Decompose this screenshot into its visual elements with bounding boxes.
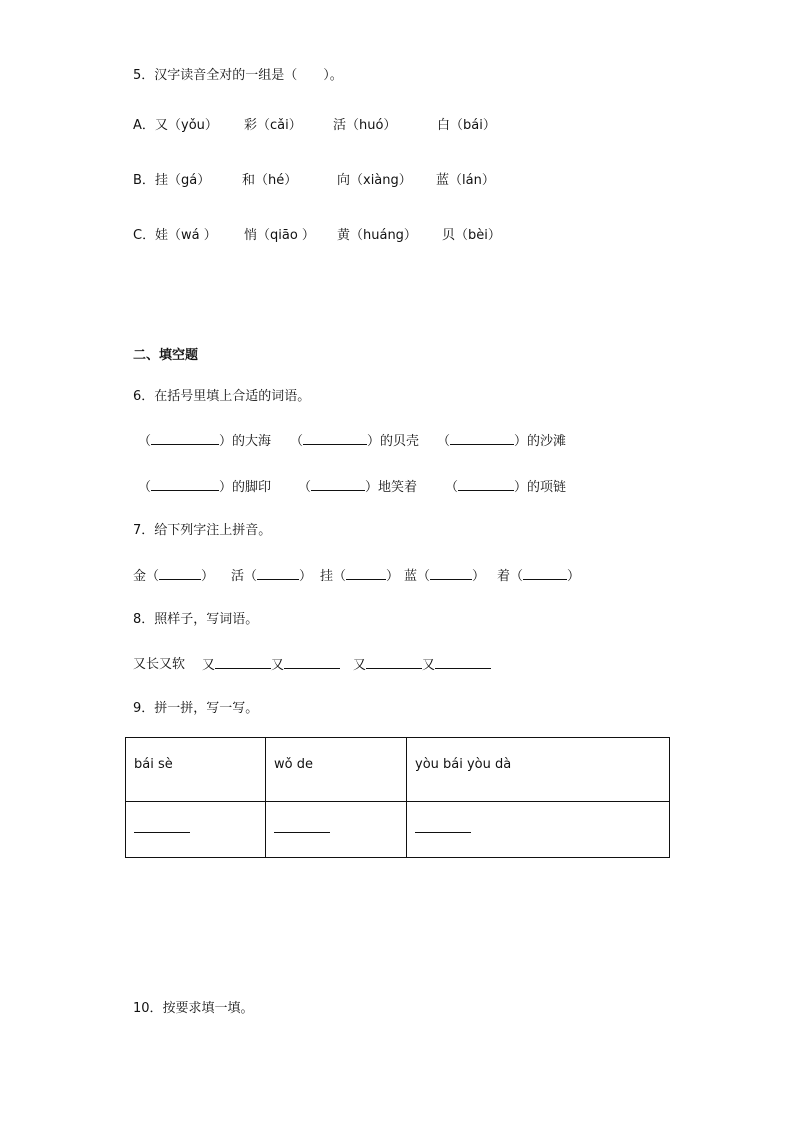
answer-blank[interactable] bbox=[346, 567, 386, 580]
answer-blank[interactable] bbox=[151, 478, 219, 491]
pinyin-cell: bái sè bbox=[126, 738, 266, 802]
option-item: 活（huó） bbox=[333, 118, 397, 133]
option-label: B． bbox=[133, 173, 155, 188]
option-item: 黄（huáng） bbox=[337, 228, 417, 243]
answer-blank[interactable] bbox=[134, 818, 190, 833]
pinyin-blank-group: 着（ ） bbox=[497, 569, 581, 584]
option-item: 又（yǒu） bbox=[155, 118, 218, 133]
answer-blank[interactable] bbox=[151, 432, 219, 445]
option-item: 白（bái） bbox=[437, 118, 496, 133]
pattern-blank-group bbox=[202, 656, 340, 675]
answer-blank[interactable] bbox=[284, 656, 340, 669]
answer-blank[interactable] bbox=[523, 567, 567, 580]
option-item: 和（hé） bbox=[242, 173, 298, 188]
answer-blank[interactable] bbox=[415, 818, 471, 833]
answer-blank[interactable] bbox=[435, 656, 491, 669]
pinyin-row bbox=[126, 738, 670, 802]
answer-blank[interactable] bbox=[311, 478, 365, 491]
fill-blank-group: （ ）的沙滩 bbox=[437, 434, 567, 449]
pinyin-blank-group: 活（ ） bbox=[231, 569, 313, 584]
q10-stem: 10．按要求填一填。 bbox=[133, 1001, 254, 1016]
answer-blank[interactable] bbox=[215, 656, 271, 669]
option-item: 娃（wá ） bbox=[155, 228, 217, 243]
answer-blank[interactable] bbox=[430, 567, 472, 580]
q9-stem: 9．拼一拼，写一写。 bbox=[133, 701, 259, 716]
blank-suffix: 的脚印 bbox=[232, 480, 272, 495]
answer-blank[interactable] bbox=[303, 432, 367, 445]
fill-blank-group: （ ）的脚印 bbox=[138, 480, 272, 495]
option-item: 贝（bèi） bbox=[442, 228, 501, 243]
q5-stem: 5．汉字读音全对的一组是（ ）。 bbox=[133, 68, 343, 83]
option-item: 彩（cǎi） bbox=[244, 118, 302, 133]
example-word: 又长又软 bbox=[133, 657, 186, 672]
fill-blank-group: （ ）地笑着 bbox=[298, 480, 418, 495]
answer-cell bbox=[266, 802, 407, 858]
blank-suffix: 地笑着 bbox=[378, 480, 418, 495]
character: 蓝 bbox=[404, 569, 418, 584]
section-title: 二、填空题 bbox=[133, 348, 199, 363]
answer-cell bbox=[407, 802, 670, 858]
fill-blank-group: （ ）的项链 bbox=[445, 480, 567, 495]
answer-blank[interactable] bbox=[450, 432, 514, 445]
pinyin-blank-group: 挂（ ） bbox=[320, 569, 400, 584]
answer-blank[interactable] bbox=[274, 818, 330, 833]
option-item: 蓝（lán） bbox=[436, 173, 495, 188]
blank-suffix: 的项链 bbox=[527, 480, 567, 495]
pattern-blank-group bbox=[353, 656, 491, 675]
answer-blank[interactable] bbox=[159, 567, 201, 580]
blank-suffix: 的大海 bbox=[232, 434, 272, 449]
character: 着 bbox=[497, 569, 511, 584]
pinyin-cell: yòu bái yòu dà bbox=[407, 738, 670, 802]
answer-blank[interactable] bbox=[257, 567, 299, 580]
pattern-char: 又 bbox=[422, 658, 436, 673]
answer-blank[interactable] bbox=[458, 478, 514, 491]
pattern-char: 又 bbox=[353, 658, 367, 673]
fill-blank-group: （ ）的贝壳 bbox=[290, 434, 420, 449]
pinyin-blank-group: 蓝（ ） bbox=[404, 569, 486, 584]
q8-stem: 8．照样子，写词语。 bbox=[133, 612, 259, 627]
character: 金 bbox=[133, 569, 147, 584]
option-item: 向（xiàng） bbox=[337, 173, 412, 188]
pinyin-cell: wǒ de bbox=[266, 738, 407, 802]
pinyin-table bbox=[125, 737, 670, 858]
answer-blank[interactable] bbox=[366, 656, 422, 669]
character: 挂 bbox=[320, 569, 334, 584]
option-label: C． bbox=[133, 228, 156, 243]
blank-suffix: 的沙滩 bbox=[527, 434, 567, 449]
pattern-char: 又 bbox=[202, 658, 216, 673]
option-label: A． bbox=[133, 118, 155, 133]
answer-cell bbox=[126, 802, 266, 858]
answer-row bbox=[126, 802, 670, 858]
pattern-char: 又 bbox=[271, 658, 285, 673]
q6-stem: 6．在括号里填上合适的词语。 bbox=[133, 389, 311, 404]
q7-stem: 7．给下列字注上拼音。 bbox=[133, 523, 272, 538]
character: 活 bbox=[231, 569, 245, 584]
fill-blank-group: （ ）的大海 bbox=[138, 434, 272, 449]
pinyin-blank-group: 金（ ） bbox=[133, 569, 215, 584]
option-item: 挂（gá） bbox=[155, 173, 211, 188]
option-item: 悄（qiāo ） bbox=[244, 228, 315, 243]
blank-suffix: 的贝壳 bbox=[380, 434, 420, 449]
